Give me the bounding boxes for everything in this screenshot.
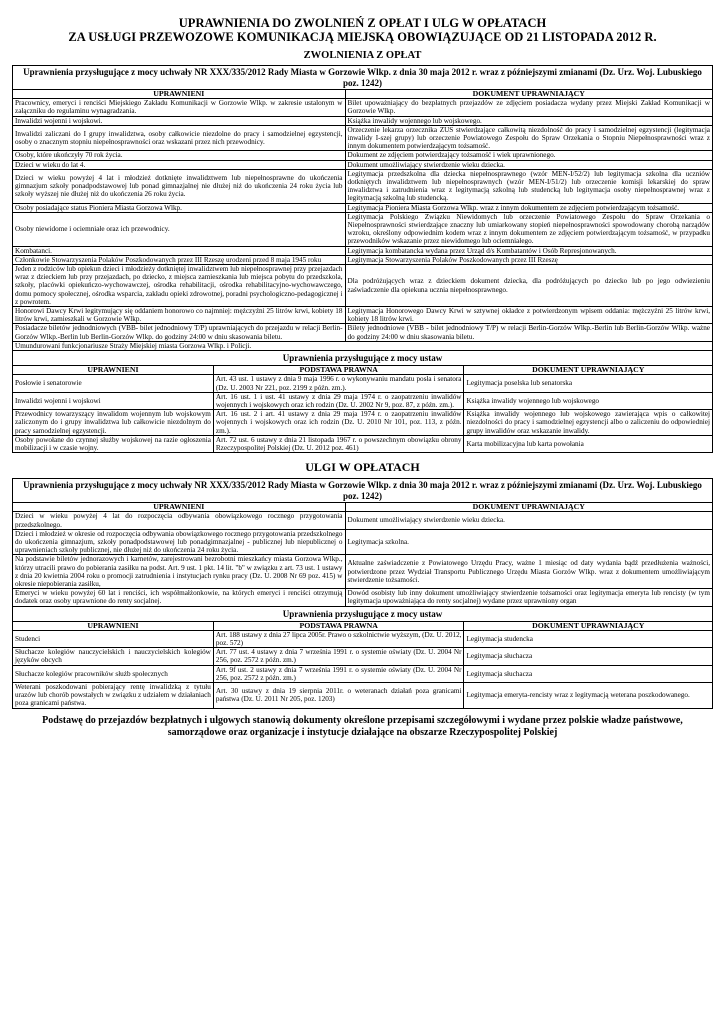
table-cell: Przewodnicy towarzyszący inwalidom wojennym lub wojskowym zaliczonym do i grupy inwalidztwa lub całkowicie niezdolnym do pracy samodzielnej egzystencji. [13,410,214,436]
table-cell: Legitymacja emeryta-rencisty wraz z legitymacją weterana poszkodowanego. [464,682,713,708]
zwolnienia-uchwala-header: Uprawnienia przysługujące z mocy uchwały NR XXX/335/2012 Rady Miasta w Gorzowie Wlkp. z dnia 30 maja 2012 r. wraz z późniejszymi zmianami (Dz. Urz. Woj. Lubuskiego poz. 1242) [13,66,713,90]
table-cell: Dowód osobisty lub inny dokument umożliwiający stwierdzenie tożsamości oraz legitymacja emeryta lub rencisty (w tym legitymacja upoważniająca do renty socjalnej) wydane przez uprawniony organ [345,589,713,606]
table-row [13,99,713,116]
ulgi-uchwala-table [12,478,713,606]
table-cell: Dokument ze zdjęciem potwierdzający tożsamość i wiek uprawnionego. [345,151,713,160]
zwolnienia-uchwala-table [12,65,713,351]
table-row [13,116,713,125]
zwolnienia-ustawy-header: Uprawnienia przysługujące z mocy ustaw [13,351,713,366]
table-cell: Art. 72 ust. 6 ustawy z dnia 21 listopada 1967 r. o powszechnym obowiązku obrony Rzeczypospolitej Polskiej (Dz. U. 2012 poz. 461) [213,435,464,452]
table-cell: Na podstawie biletów jednorazowych i karnetów, zarejestrowani bezrobotni mieszkańcy miasta Gorzowa Wlkp., którzy utracili prawo do pobierania zasiłku na podst. Art. 9 ust. 1 pkt. 14 lit. "b" w związku z art. 73 ust. 1 ustawy z dnia 20 kwietnia 2004 roku o promocji zatrudnienia i instytucjach rynku pracy (Dz. U. 2008 Nr 69 poz. 415) w okresie niepobierania zasiłku, [13,555,346,589]
table-row [13,212,713,246]
table-cell: Bilet upoważniający do bezpłatnych przejazdów ze zdjęciem posiadacza wydany przez Miejski Zakład Komunikacji w Gorzowie Wlkp. [345,99,713,116]
table-cell: Osoby powołane do czynnej służby wojskowej na razie ogłoszenia mobilizacji i w czasie wojny. [13,435,214,452]
table-cell: Dzieci w wieku powyżej 4 lat do rozpoczęcia odbywania obowiązkowego rocznego przygotowania przedszkolnego. [13,512,346,529]
table-cell: Legitymacja słuchacza [464,665,713,682]
table-cell: Art. 77 ust. 4 ustawy z dnia 7 września 1991 r. o systemie oświaty (Dz. U. 2004 Nr 256, poz. 2572 z późn. zm.) [213,648,464,665]
table-cell: Inwalidzi wojenni i wojskowi. [13,116,346,125]
table-cell: Studenci [13,630,214,647]
table-row [13,151,713,160]
table-row [13,203,713,212]
table-cell: Karta mobilizacyjna lub karta powołania [464,435,713,452]
table-cell: Dzieci w wieku powyżej 4 lat i młodzież dotknięte inwalidztwem lub niepełnosprawne do ukończenia gimnazjum szkoły ponadpodstawowej lub ponad gimnazjalnej nie dłużej niż do ukończenia 24 roku życia lub szkoły wyższej nie dłużej niż do ukończenia 26 roku życia. [13,169,346,203]
table-cell: Inwalidzi zaliczani do I grupy inwalidztwa, osoby całkowicie niezdolne do pracy i samodzielnej egzystencji, osoby o znacznym stopniu niepełnosprawności oraz wskazani przez nich przewodnicy. [13,125,346,151]
table-row [13,160,713,169]
table-row [13,435,713,452]
table-cell: Legitymacja Stowarzyszenia Polaków Poszkodowanych przez III Rzeszę [345,255,713,264]
table-row [13,324,713,341]
table-cell: Dzieci w wieku do lat 4. [13,160,346,169]
table-row [13,375,713,392]
table-cell: Legitymacja poselska lub senatorska [464,375,713,392]
col-header-dokument: DOKUMENT UPRAWNIAJĄCY [345,90,713,99]
table-row [13,665,713,682]
table-row [13,529,713,555]
zwolnienia-ustawy-table [12,351,713,453]
table-cell: Dzieci i młodzież w okresie od rozpoczęcia odbywania obowiązkowego rocznego przygotowania przedszkolnego do ukończenia gimnazjum, szkoły ponadpodstawowej lub ponadgimnazjalnej - publicznej lub niepublicznej o uprawnieniach szkoły publicznej, nie dłużej niż do ukończenia 24 roku życia. [13,529,346,555]
table-row [13,555,713,589]
col-header-podstawa: PODSTAWA PRAWNA [213,621,464,630]
table-cell: Emeryci w wieku powyżej 60 lat i renciści, ich współmałżonkowie, na których emeryci i renciści otrzymują dodatek oraz osoby uprawnione do renty socjalnej. [13,589,346,606]
table-cell: Legitymacja przedszkolna dla dziecka niepełnosprawnego (wzór MEN-I/52/2) lub legitymacja szkolna dla uczniów dotkniętych inwalidztwem lub niepełnosprawnych (wzór MEN-I/51/2) lub orzeczenie komisji lekarskiej do spraw inwalidztwa i zatrudnienia wraz z legitymacją szkolną lub studencką lub legitymacja osoby niepełnosprawnej wraz z legitymacją szkolną lub studencką. [345,169,713,203]
table-row-full: Umundurowani funkcjonariusze Straży Miejskiej miasta Gorzowa Wlkp. i Policji. [13,341,713,350]
table-row [13,682,713,708]
table-cell: Członkowie Stowarzyszenia Polaków Poszkodowanych przez III Rzeszę urodzeni przed 8 maja 1945 roku [13,255,346,264]
table-cell: Art. 43 ust. 1 ustawy z dnia 9 maja 1996 r. o wykonywaniu mandatu posła i senatora (Dz. U. 2003 Nr 221, poz. 2199 z późn. zm.). [213,375,464,392]
footer-note: Podstawę do przejazdów bezpłatnych i ulgowych stanowią dokumenty określone przepisami szczegółowymi i wydane przez polskie władze państwowe, samorządowe oraz organizacje i instytucje działające na obszarze Rzeczypospolitej Polskiej [42,714,683,738]
table-cell: Legitymacja kombatancka wydana przez Urząd d/s Kombatantów i Osób Represjonowanych. [345,246,713,255]
table-cell: Kombatanci. [13,246,346,255]
table-row [13,648,713,665]
table-cell: Dokument umożliwiający stwierdzenie wieku dziecka. [345,160,713,169]
section-heading-zwolnienia: ZWOLNIENIA Z OPŁAT [303,50,422,61]
col-header-dokument: DOKUMENT UPRAWNIAJĄCY [464,366,713,375]
table-cell: Bilety jednodniowe (VBB - bilet jednodniowy T/P) w relacji Berlin-Gorzów Wlkp.-Berlin lub Berlin-Gorzów Wlkp. ważne do godziny 24:00 w dniu skasowania biletu. [345,324,713,341]
col-header-dokument: DOKUMENT UPRAWNIAJĄCY [345,503,713,512]
table-row [13,125,713,151]
table-cell: Jeden z rodziców lub opiekun dzieci i młodzieży dotkniętej inwalidztwem lub niepełnosprawnej przy przejazdach wraz z dzieckiem lub przy przejazdach, po dziecko, z miejsca zamieszkania lub miejsca pobytu do przedszkola, szkoły, placówki opiekuńczo-wychowawczej, ośrodka rehabilitacji, ośrodka rehabilitacyjno-wychowawczego, domu pomocy społecznej, ośrodka wsparcia, zakładu opieki zdrowotnej, poradni psychologiczno-pedagogicznej i z powrotem. [13,265,346,307]
table-cell: Osoby posiadające status Pioniera Miasta Gorzowa Wlkp. [13,203,346,212]
table-cell: Legitymacja słuchacza [464,648,713,665]
table-cell: Art. 188 ustawy z dnia 27 lipca 2005r. Prawo o szkolnictwie wyższym, (Dz. U. 2012, poz. 572) [213,630,464,647]
table-cell: Dla podróżujących wraz z dzieckiem dokument dziecka, dla podróżujących po dziecko lub po jego odwiezieniu zaświadczenie dla opiekuna ucznia niepełnosprawnego. [345,265,713,307]
table-cell: Orzeczenie lekarza orzecznika ZUS stwierdzające całkowitą niezdolność do pracy i samodzielnej egzystencji (legitymacja inwalidy I-szej grupy) lub orzeczenie Powiatowego Zespołu do Spraw Orzekania o Stopniu Niepełnosprawności wraz z innym dokumentem potwierdzającym tożsamość. [345,125,713,151]
col-header-uprawnieni: UPRAWNIENI [13,503,346,512]
document-page [12,16,713,739]
table-cell: Słuchacze kolegiów nauczycielskich i nauczycielskich kolegiów języków obcych [13,648,214,665]
col-header-uprawnieni: UPRAWNIENI [13,366,214,375]
table-cell: Posiadacze biletów jednodniowych (VBB- bilet jednodniowy T/P) uprawniających do przejazdu w relacji Berlin-Gorzów Wlkp.-Berlin lub Berlin-Gorzów Wlkp. do godziny 24:00 w dniu skasowania biletu. [13,324,346,341]
table-cell: Legitymacja Pioniera Miasta Gorzowa Wlkp. wraz z innym dokumentem ze zdjęciem potwierdzającym tożsamość. [345,203,713,212]
table-row [13,255,713,264]
table-cell: Książka inwalidy wojennego lub wojskowego zawierająca wpis o całkowitej niezdolności do pracy i samodzielnej egzystencji albo o zaliczeniu do odpowiedniej grupy inwalidów oraz wskazanie inwalidy. [464,410,713,436]
col-header-uprawnieni: UPRAWNIENI [13,90,346,99]
table-row [13,265,713,307]
table-row [13,589,713,606]
table-cell: Weterani poszkodowani pobierający rentę inwalidzką z tytułu urazów lub chorób powstałych w związku z udziałem w działaniach poza granicami państwa. [13,682,214,708]
table-cell: Aktualne zaświadczenie z Powiatowego Urzędu Pracy, ważne 1 miesiąc od daty wydania bądź przedłużenia ważności, potwierdzone przez Wydział Transportu Publicznego Urzędu Miasta Gorzów Wlkp. wraz z dokumentem umożliwiającym stwierdzenie tożsamości. [345,555,713,589]
table-cell: Legitymacja Polskiego Związku Niewidomych lub orzeczenie Powiatowego Zespołu do Spraw Orzekania o Niepełnosprawności stwierdzające znaczny lub umiarkowany stopień niepełnosprawności spowodowany chorobą narządów wzroku, określony odpowiednim kodem wraz z innym dokumentem ze zdjęciem potwierdzającym tożsamość, w przypadku przewodników wskazanie przez niewidomego lub ociemniałego. [345,212,713,246]
table-cell: Słuchacze kolegiów pracowników służb społecznych [13,665,214,682]
table-row [13,410,713,436]
table-cell: Legitymacja studencka [464,630,713,647]
table-cell: Art. 9f ust. 2 ustawy z dnia 7 września 1991 r. o systemie oświaty (Dz. U. 2004 Nr 256, poz. 2572 z późn. zm.) [213,665,464,682]
ulgi-uchwala-header: Uprawnienia przysługujące z mocy uchwały NR XXX/335/2012 Rady Miasta w Gorzowie Wlkp. z dnia 30 maja 2012 r. wraz z późniejszymi zmianami (Dz. Urz. Woj. Lubuskiego poz. 1242) [13,479,713,503]
table-cell: Art. 30 ustawy z dnia 19 sierpnia 2011r. o weteranach działań poza granicami państwa (Dz. U. 2011 Nr 205, poz. 1203) [213,682,464,708]
table-cell: Inwalidzi wojenni i wojskowi [13,392,214,409]
col-header-podstawa: PODSTAWA PRAWNA [213,366,464,375]
table-row [13,307,713,324]
section-heading-ulgi: ULGI W OPŁATACH [305,460,420,475]
table-row [13,392,713,409]
document-title-line1: UPRAWNIENIA DO ZWOLNIEŃ Z OPŁAT I ULG W OPŁATACH [178,16,547,30]
ulgi-ustawy-header: Uprawnienia przysługujące z mocy ustaw [13,607,713,622]
table-row [13,512,713,529]
table-cell: Osoby niewidome i ociemniałe oraz ich przewodnicy. [13,212,346,246]
table-cell: Posłowie i senatorowie [13,375,214,392]
ulgi-ustawy-table [12,607,713,709]
table-cell: Książka inwalidy wojennego lub wojskowego. [345,116,713,125]
table-cell: Honorowi Dawcy Krwi legitymujący się oddaniem honorowo co najmniej: mężczyźni 25 litrów krwi, kobiety 18 litrów krwi, zamieszkali w Gorzowie Wlkp. [13,307,346,324]
table-cell: Osoby, które ukończyły 70 rok życia. [13,151,346,160]
table-cell: Pracownicy, emeryci i renciści Miejskiego Zakładu Komunikacji w Gorzowie Wlkp. w zakresie ustalonym w załączniku do regulaminu wynagradzania. [13,99,346,116]
table-cell: Książka inwalidy wojennego lub wojskowego [464,392,713,409]
table-row [13,169,713,203]
table-cell: Legitymacja szkolna. [345,529,713,555]
col-header-uprawnieni: UPRAWNIENI [13,621,214,630]
table-cell: Legitymacja Honorowego Dawcy Krwi w sztywnej okładce z potwierdzonym wpisem oddania: mężczyźni 25 litrów krwi, kobiety 18 litrów krwi. [345,307,713,324]
col-header-dokument: DOKUMENT UPRAWNIAJĄCY [464,621,713,630]
table-cell: Dokument umożliwiający stwierdzenie wieku dziecka. [345,512,713,529]
table-row [13,630,713,647]
table-cell: Art. 16 ust. 1 i ust. 41 ustawy z dnia 29 maja 1974 r. o zaopatrzeniu inwalidów wojennych i wojskowych oraz ich rodzin (Dz. U. 2002 Nr 9, poz. 87, z późn. zm.). [213,392,464,409]
table-row [13,246,713,255]
document-title-line2: ZA USŁUGI PRZEWOZOWE KOMUNIKACJĄ MIEJSKĄ OBOWIĄZUJĄCE OD 21 LISTOPADA 2012 R. [68,30,657,44]
table-cell: Art. 16 ust. 2 i art. 41 ustawy z dnia 29 maja 1974 r. o zaopatrzeniu inwalidów wojennych i wojskowych oraz ich rodzin (Dz. U. 2010 Nr 101, poz. 113, z późn. zm.). [213,410,464,436]
